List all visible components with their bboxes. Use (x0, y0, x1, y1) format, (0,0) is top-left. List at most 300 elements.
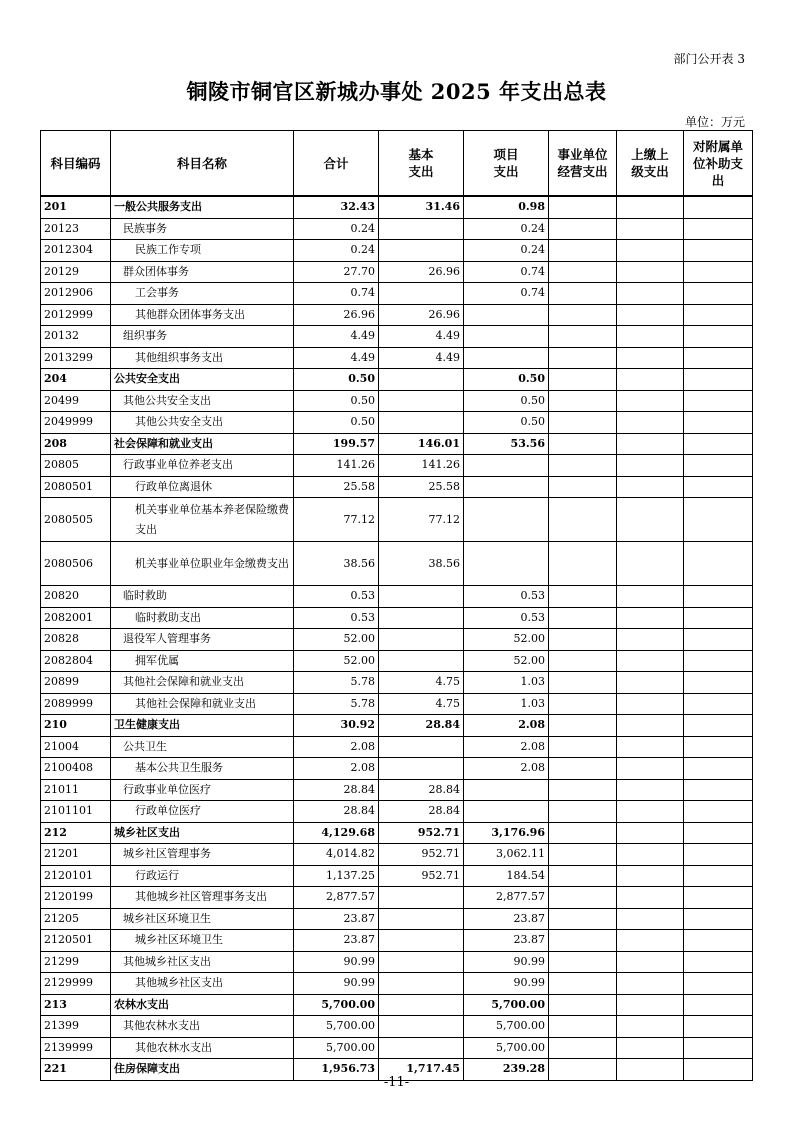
header-subsidy: 对附属单 位补助支 出 (684, 131, 753, 197)
cell-project (464, 779, 549, 801)
cell-code: 2013299 (41, 347, 111, 369)
cell-project: 1.03 (464, 672, 549, 694)
cell-upper (617, 715, 684, 737)
cell-basic (379, 973, 464, 995)
cell-subsidy (684, 498, 753, 542)
cell-project: 0.53 (464, 607, 549, 629)
cell-basic: 1,717.45 (379, 1059, 464, 1081)
cell-name: 其他城乡社区支出 (111, 951, 294, 973)
cell-subsidy (684, 433, 753, 455)
cell-upper (617, 973, 684, 995)
cell-upper (617, 283, 684, 305)
cell-upper (617, 196, 684, 218)
cell-business (549, 1016, 617, 1038)
cell-total: 90.99 (294, 951, 379, 973)
cell-project: 0.50 (464, 412, 549, 434)
table-row (41, 240, 753, 262)
cell-code: 21201 (41, 844, 111, 866)
table-body (41, 196, 753, 1080)
cell-upper (617, 369, 684, 391)
cell-upper (617, 607, 684, 629)
cell-upper (617, 736, 684, 758)
cell-upper (617, 865, 684, 887)
cell-total: 27.70 (294, 261, 379, 283)
cell-subsidy (684, 240, 753, 262)
cell-subsidy (684, 736, 753, 758)
table-row (41, 844, 753, 866)
expenditure-table (40, 130, 753, 1081)
header-total: 合计 (294, 131, 379, 197)
cell-total: 4.49 (294, 347, 379, 369)
table-row (41, 822, 753, 844)
cell-basic: 146.01 (379, 433, 464, 455)
cell-project (464, 498, 549, 542)
table-row (41, 412, 753, 434)
cell-basic (379, 887, 464, 909)
cell-project: 0.53 (464, 586, 549, 608)
table-row (41, 369, 753, 391)
cell-total: 0.50 (294, 412, 379, 434)
cell-name: 城乡社区环境卫生 (111, 930, 294, 952)
cell-total: 26.96 (294, 304, 379, 326)
cell-total: 0.74 (294, 283, 379, 305)
table-row (41, 672, 753, 694)
table-row (41, 801, 753, 823)
cell-name: 行政单位医疗 (111, 801, 294, 823)
cell-name: 其他社会保障和就业支出 (111, 672, 294, 694)
table-row (41, 930, 753, 952)
cell-code: 213 (41, 994, 111, 1016)
cell-business (549, 498, 617, 542)
cell-code: 201 (41, 196, 111, 218)
cell-upper (617, 261, 684, 283)
table-number-label: 部门公开表 3 (673, 52, 745, 66)
header-business: 事业单位 经营支出 (549, 131, 617, 197)
cell-business (549, 476, 617, 498)
cell-total: 28.84 (294, 779, 379, 801)
cell-project: 184.54 (464, 865, 549, 887)
cell-basic: 952.71 (379, 865, 464, 887)
cell-total: 77.12 (294, 498, 379, 542)
cell-business (549, 693, 617, 715)
cell-subsidy (684, 326, 753, 348)
cell-name: 公共卫生 (111, 736, 294, 758)
cell-name: 一般公共服务支出 (111, 196, 294, 218)
table-row (41, 218, 753, 240)
cell-project: 2.08 (464, 715, 549, 737)
cell-total: 4,129.68 (294, 822, 379, 844)
cell-business (549, 240, 617, 262)
cell-code: 208 (41, 433, 111, 455)
cell-basic (379, 930, 464, 952)
cell-basic (379, 218, 464, 240)
cell-basic: 4.75 (379, 672, 464, 694)
cell-name: 住房保障支出 (111, 1059, 294, 1081)
cell-basic (379, 1016, 464, 1038)
cell-basic (379, 240, 464, 262)
cell-project: 5,700.00 (464, 1037, 549, 1059)
cell-code: 2101101 (41, 801, 111, 823)
cell-subsidy (684, 542, 753, 586)
cell-upper (617, 412, 684, 434)
table-row (41, 994, 753, 1016)
cell-project (464, 455, 549, 477)
table-row (41, 586, 753, 608)
cell-basic: 28.84 (379, 779, 464, 801)
cell-basic (379, 994, 464, 1016)
cell-name: 机关事业单位职业年金缴费支出 (111, 542, 294, 586)
header-code: 科目编码 (41, 131, 111, 197)
cell-name: 其他农林水支出 (111, 1037, 294, 1059)
cell-code: 20499 (41, 390, 111, 412)
cell-subsidy (684, 196, 753, 218)
cell-upper (617, 586, 684, 608)
cell-upper (617, 908, 684, 930)
cell-subsidy (684, 951, 753, 973)
cell-subsidy (684, 347, 753, 369)
cell-total: 23.87 (294, 908, 379, 930)
cell-code: 2120501 (41, 930, 111, 952)
cell-total: 2,877.57 (294, 887, 379, 909)
cell-project: 0.50 (464, 390, 549, 412)
cell-name: 其他组织事务支出 (111, 347, 294, 369)
cell-subsidy (684, 283, 753, 305)
cell-business (549, 736, 617, 758)
cell-business (549, 412, 617, 434)
table-row (41, 607, 753, 629)
table-row (41, 283, 753, 305)
cell-total: 0.53 (294, 607, 379, 629)
cell-subsidy (684, 887, 753, 909)
cell-code: 21399 (41, 1016, 111, 1038)
cell-basic: 26.96 (379, 261, 464, 283)
cell-project (464, 542, 549, 586)
cell-total: 5.78 (294, 693, 379, 715)
cell-business (549, 586, 617, 608)
table-row (41, 542, 753, 586)
table-row (41, 326, 753, 348)
cell-code: 2120199 (41, 887, 111, 909)
cell-project (464, 304, 549, 326)
cell-code: 20123 (41, 218, 111, 240)
cell-name: 拥军优属 (111, 650, 294, 672)
cell-upper (617, 822, 684, 844)
cell-subsidy (684, 369, 753, 391)
table-row (41, 629, 753, 651)
cell-total: 90.99 (294, 973, 379, 995)
table-row (41, 1016, 753, 1038)
cell-project: 239.28 (464, 1059, 549, 1081)
cell-total: 0.24 (294, 240, 379, 262)
cell-subsidy (684, 261, 753, 283)
cell-name: 行政事业单位医疗 (111, 779, 294, 801)
cell-total: 1,137.25 (294, 865, 379, 887)
cell-upper (617, 433, 684, 455)
cell-code: 20820 (41, 586, 111, 608)
cell-basic: 952.71 (379, 822, 464, 844)
cell-total: 52.00 (294, 629, 379, 651)
table-row (41, 715, 753, 737)
cell-project: 0.24 (464, 218, 549, 240)
cell-code: 2082001 (41, 607, 111, 629)
cell-basic: 28.84 (379, 715, 464, 737)
cell-code: 21004 (41, 736, 111, 758)
cell-name: 农林水支出 (111, 994, 294, 1016)
cell-code: 2012906 (41, 283, 111, 305)
cell-subsidy (684, 693, 753, 715)
cell-basic: 952.71 (379, 844, 464, 866)
cell-name: 其他公共安全支出 (111, 412, 294, 434)
cell-basic (379, 908, 464, 930)
cell-business (549, 455, 617, 477)
cell-project (464, 476, 549, 498)
cell-name: 城乡社区环境卫生 (111, 908, 294, 930)
cell-project (464, 347, 549, 369)
page-number: -11- (383, 1075, 410, 1090)
cell-total: 0.53 (294, 586, 379, 608)
cell-business (549, 908, 617, 930)
cell-project (464, 326, 549, 348)
cell-name: 卫生健康支出 (111, 715, 294, 737)
cell-name: 行政事业单位养老支出 (111, 455, 294, 477)
cell-subsidy (684, 822, 753, 844)
cell-code: 210 (41, 715, 111, 737)
cell-project: 0.74 (464, 261, 549, 283)
cell-project: 90.99 (464, 973, 549, 995)
cell-code: 2082804 (41, 650, 111, 672)
cell-project: 52.00 (464, 650, 549, 672)
cell-project: 1.03 (464, 693, 549, 715)
cell-name: 其他农林水支出 (111, 1016, 294, 1038)
cell-upper (617, 887, 684, 909)
cell-upper (617, 326, 684, 348)
unit-label: 单位：万元 (684, 115, 745, 129)
cell-code: 2129999 (41, 973, 111, 995)
cell-name: 其他公共安全支出 (111, 390, 294, 412)
cell-business (549, 196, 617, 218)
cell-upper (617, 347, 684, 369)
cell-total: 5,700.00 (294, 1016, 379, 1038)
cell-basic: 31.46 (379, 196, 464, 218)
cell-code: 2080501 (41, 476, 111, 498)
cell-code: 204 (41, 369, 111, 391)
cell-code: 21205 (41, 908, 111, 930)
cell-project: 5,700.00 (464, 994, 549, 1016)
cell-name: 行政单位离退休 (111, 476, 294, 498)
cell-project: 23.87 (464, 908, 549, 930)
cell-upper (617, 930, 684, 952)
cell-subsidy (684, 629, 753, 651)
cell-code: 20899 (41, 672, 111, 694)
cell-business (549, 973, 617, 995)
table-header-row (41, 131, 753, 197)
cell-basic (379, 758, 464, 780)
cell-name: 民族工作专项 (111, 240, 294, 262)
cell-code: 212 (41, 822, 111, 844)
cell-name: 机关事业单位基本养老保险缴费支出 (111, 498, 294, 542)
cell-upper (617, 455, 684, 477)
cell-business (549, 822, 617, 844)
table-row (41, 887, 753, 909)
cell-project: 2.08 (464, 758, 549, 780)
cell-name: 临时救助支出 (111, 607, 294, 629)
table-row (41, 476, 753, 498)
cell-subsidy (684, 586, 753, 608)
cell-project: 3,062.11 (464, 844, 549, 866)
cell-business (549, 261, 617, 283)
cell-business (549, 433, 617, 455)
cell-basic: 4.49 (379, 326, 464, 348)
cell-basic (379, 607, 464, 629)
cell-code: 21299 (41, 951, 111, 973)
cell-name: 组织事务 (111, 326, 294, 348)
cell-code: 2100408 (41, 758, 111, 780)
cell-upper (617, 240, 684, 262)
cell-basic: 141.26 (379, 455, 464, 477)
cell-subsidy (684, 650, 753, 672)
cell-name: 临时救助 (111, 586, 294, 608)
cell-upper (617, 476, 684, 498)
cell-upper (617, 758, 684, 780)
table-row (41, 650, 753, 672)
cell-business (549, 1037, 617, 1059)
cell-total: 30.92 (294, 715, 379, 737)
cell-upper (617, 498, 684, 542)
cell-total: 0.50 (294, 390, 379, 412)
cell-name: 城乡社区管理事务 (111, 844, 294, 866)
cell-code: 2089999 (41, 693, 111, 715)
cell-name: 行政运行 (111, 865, 294, 887)
cell-upper (617, 218, 684, 240)
cell-project (464, 801, 549, 823)
table-row (41, 693, 753, 715)
cell-upper (617, 1037, 684, 1059)
cell-subsidy (684, 973, 753, 995)
cell-code: 21011 (41, 779, 111, 801)
cell-name: 退役军人管理事务 (111, 629, 294, 651)
table-row (41, 758, 753, 780)
cell-code: 2120101 (41, 865, 111, 887)
header-project: 项目 支出 (464, 131, 549, 197)
cell-subsidy (684, 994, 753, 1016)
cell-total: 28.84 (294, 801, 379, 823)
cell-upper (617, 951, 684, 973)
cell-subsidy (684, 607, 753, 629)
cell-total: 0.24 (294, 218, 379, 240)
cell-name: 其他城乡社区支出 (111, 973, 294, 995)
cell-business (549, 607, 617, 629)
cell-business (549, 715, 617, 737)
cell-total: 4,014.82 (294, 844, 379, 866)
cell-basic (379, 1037, 464, 1059)
cell-business (549, 865, 617, 887)
cell-total: 5.78 (294, 672, 379, 694)
cell-subsidy (684, 908, 753, 930)
table-row (41, 865, 753, 887)
table-row (41, 261, 753, 283)
cell-business (549, 951, 617, 973)
cell-code: 2012999 (41, 304, 111, 326)
cell-code: 20132 (41, 326, 111, 348)
cell-code: 2012304 (41, 240, 111, 262)
cell-name: 其他群众团体事务支出 (111, 304, 294, 326)
cell-project: 0.98 (464, 196, 549, 218)
cell-business (549, 994, 617, 1016)
cell-project: 0.74 (464, 283, 549, 305)
table-row (41, 951, 753, 973)
cell-subsidy (684, 865, 753, 887)
cell-upper (617, 693, 684, 715)
cell-basic (379, 951, 464, 973)
cell-business (549, 542, 617, 586)
table-row (41, 433, 753, 455)
cell-basic: 4.49 (379, 347, 464, 369)
cell-business (549, 347, 617, 369)
cell-business (549, 218, 617, 240)
cell-business (549, 844, 617, 866)
cell-name: 工会事务 (111, 283, 294, 305)
header-name: 科目名称 (111, 131, 294, 197)
cell-name: 其他城乡社区管理事务支出 (111, 887, 294, 909)
cell-basic: 38.56 (379, 542, 464, 586)
cell-subsidy (684, 672, 753, 694)
cell-upper (617, 629, 684, 651)
header-basic: 基本 支出 (379, 131, 464, 197)
cell-upper (617, 844, 684, 866)
cell-name: 其他社会保障和就业支出 (111, 693, 294, 715)
cell-total: 199.57 (294, 433, 379, 455)
cell-subsidy (684, 801, 753, 823)
cell-basic (379, 283, 464, 305)
cell-business (549, 650, 617, 672)
cell-project: 52.00 (464, 629, 549, 651)
cell-subsidy (684, 844, 753, 866)
cell-subsidy (684, 1016, 753, 1038)
cell-project: 53.56 (464, 433, 549, 455)
cell-basic: 28.84 (379, 801, 464, 823)
cell-code: 20828 (41, 629, 111, 651)
cell-code: 221 (41, 1059, 111, 1081)
cell-subsidy (684, 304, 753, 326)
cell-code: 2139999 (41, 1037, 111, 1059)
cell-project: 0.50 (464, 369, 549, 391)
cell-business (549, 930, 617, 952)
cell-project: 23.87 (464, 930, 549, 952)
cell-code: 2080506 (41, 542, 111, 586)
cell-project: 90.99 (464, 951, 549, 973)
table-row (41, 736, 753, 758)
cell-business (549, 801, 617, 823)
cell-project: 3,176.96 (464, 822, 549, 844)
cell-total: 4.49 (294, 326, 379, 348)
cell-code: 20129 (41, 261, 111, 283)
cell-upper (617, 542, 684, 586)
cell-business (549, 326, 617, 348)
cell-upper (617, 779, 684, 801)
cell-subsidy (684, 779, 753, 801)
cell-business (549, 672, 617, 694)
cell-total: 2.08 (294, 736, 379, 758)
cell-business (549, 390, 617, 412)
cell-subsidy (684, 476, 753, 498)
cell-business (549, 304, 617, 326)
cell-name: 社会保障和就业支出 (111, 433, 294, 455)
table-row (41, 304, 753, 326)
cell-name: 城乡社区支出 (111, 822, 294, 844)
cell-code: 2049999 (41, 412, 111, 434)
cell-name: 群众团体事务 (111, 261, 294, 283)
cell-basic: 4.75 (379, 693, 464, 715)
